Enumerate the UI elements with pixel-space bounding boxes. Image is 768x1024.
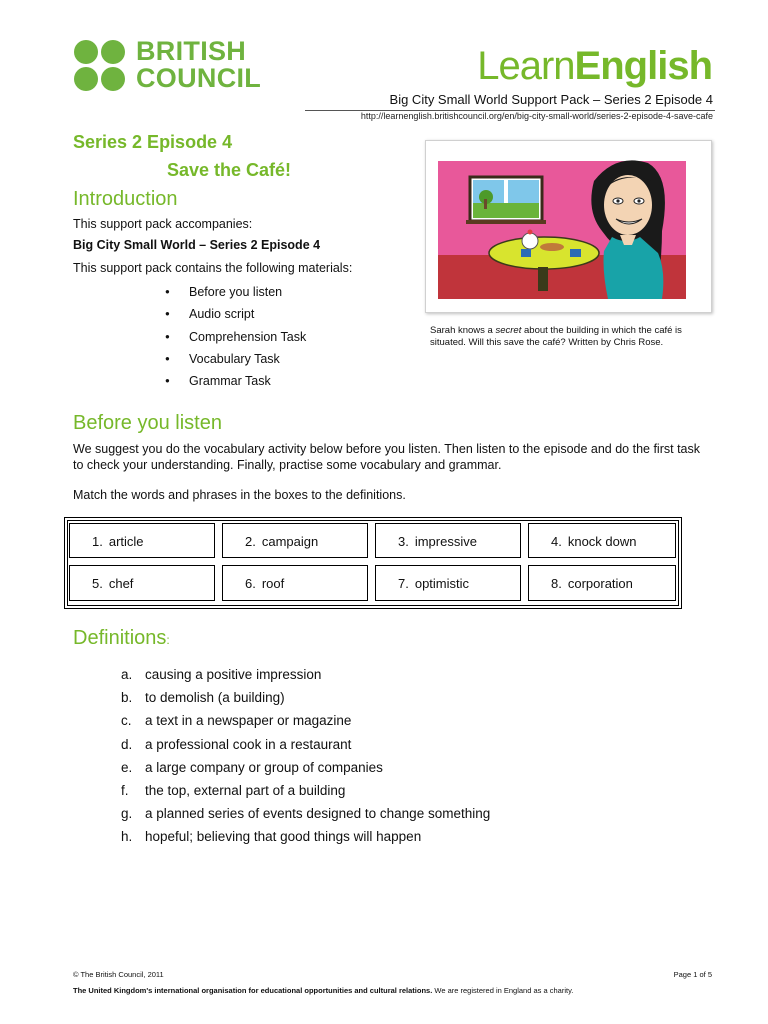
definitions-list [121, 663, 490, 849]
definition-letter: e. [121, 759, 133, 775]
list-item [121, 756, 490, 779]
footer-charity: We are registered in England as a charity. [432, 986, 574, 995]
definitions-heading-colon: : [166, 633, 170, 647]
vocab-number: 5. [92, 576, 103, 591]
list-item [121, 825, 490, 848]
definition-letter: c. [121, 713, 132, 729]
definition-text: a text in a newspaper or magazine [145, 713, 352, 729]
vocab-cell [222, 523, 368, 558]
vocab-number: 2. [245, 534, 256, 549]
header-url[interactable]: http://learnenglish.britishcouncil.org/en/big-city-small-world/series-2-episode-4-save-cafe [360, 111, 713, 121]
list-item: ● Grammar Task [165, 370, 306, 392]
vocab-word: knock down [567, 534, 637, 549]
intro-line-2: Big City Small World – Series 2 Episode 4 [73, 238, 321, 252]
intro-line-3: This support pack contains the following materials: [73, 261, 353, 275]
british-council-dots-icon [74, 40, 128, 92]
list-item: ● Comprehension Task [165, 326, 306, 348]
before-you-listen-heading: Before you listen [73, 412, 222, 434]
list-item: ● Audio script [165, 303, 306, 325]
vocabulary-table [64, 517, 682, 609]
header-title: Big City Small World Support Pack – Series 2 Episode 4 [389, 92, 713, 107]
caption-emphasis: secret [495, 325, 522, 336]
definitions-heading-text: Definitions [73, 627, 167, 649]
list-item [121, 802, 490, 825]
british-council-line-1: BRITISH [136, 36, 247, 66]
vocab-word: article [108, 534, 144, 549]
vocab-cell [375, 523, 521, 558]
list-item: ● Vocabulary Task [165, 348, 306, 370]
definition-text: to demolish (a building) [145, 690, 285, 706]
british-council-line-2: COUNCIL [136, 63, 262, 93]
definition-text: a planned series of events designed to change something [145, 806, 491, 822]
episode-title: Save the Café! [167, 160, 292, 180]
footer-organisation-bold: The United Kingdom's international organisation for educational opportunities and cultural relations. [73, 986, 433, 995]
vocab-cell [375, 565, 521, 601]
vocab-word: corporation [567, 576, 633, 591]
definitions-heading [73, 626, 170, 652]
learnenglish-logo [477, 44, 712, 88]
caption-text-end: about the building in which the café is situated. Will this save the café? Written by Chris Rose. [430, 325, 682, 348]
definition-text: a large company or group of companies [145, 759, 383, 775]
definition-text: the top, external part of a building [145, 783, 346, 799]
vocab-word: chef [108, 576, 134, 591]
vocab-word: roof [261, 576, 285, 591]
intro-line-1: This support pack accompanies: [73, 217, 253, 231]
definition-text: causing a positive impression [145, 667, 322, 682]
definition-text: a professional cook in a restaurant [145, 736, 352, 752]
definition-letter: g. [121, 806, 133, 822]
vocab-cell [69, 523, 215, 558]
vocab-cell [69, 565, 215, 601]
footer-copyright: © The British Council, 2011 [73, 970, 164, 979]
vocab-number: 6. [245, 576, 256, 591]
vocab-word: impressive [414, 534, 477, 549]
vocab-word: campaign [261, 534, 319, 549]
list-item [121, 733, 490, 756]
list-item [121, 779, 490, 802]
vocab-cell [528, 523, 676, 558]
caption-text-start: Sarah knows a [430, 325, 496, 336]
definition-letter: f. [121, 783, 129, 799]
vocab-cell [222, 565, 368, 601]
vocab-cell [528, 565, 676, 601]
vocab-word: optimistic [414, 576, 470, 591]
definition-letter: b. [121, 690, 133, 706]
before-listen-paragraph: We suggest you do the vocabulary activity below before you listen. Then listen to the episode and do the first task to check your understanding. Finally, practise some vocabulary and grammar. [73, 442, 700, 472]
definition-letter: a. [121, 667, 133, 682]
match-instruction: Match the words and phrases in the boxes to the definitions. [73, 488, 406, 502]
illustration-caption [430, 325, 712, 348]
introduction-heading: Introduction [73, 188, 178, 210]
vocab-number: 1. [92, 534, 103, 549]
list-item [121, 686, 490, 709]
british-council-logo [74, 36, 264, 94]
vocab-number: 4. [551, 534, 562, 549]
materials-list [165, 281, 306, 392]
definition-letter: d. [121, 736, 133, 752]
footer-organisation [73, 986, 573, 996]
list-item [121, 709, 490, 732]
vocab-number: 8. [551, 576, 562, 591]
series-heading: Series 2 Episode 4 [73, 132, 233, 152]
footer-page-number: Page 1 of 5 [673, 970, 712, 979]
cafe-scene-illustration [426, 141, 711, 312]
list-item [121, 663, 490, 686]
learnenglish-logo-learn: Learn [477, 44, 575, 88]
definition-letter: h. [121, 829, 133, 845]
episode-illustration [425, 140, 712, 313]
vocab-number: 7. [398, 576, 409, 591]
definition-text: hopeful; believing that good things will happen [145, 829, 422, 845]
list-item: ● Before you listen [165, 281, 306, 303]
vocab-number: 3. [398, 534, 409, 549]
learnenglish-logo-english: English [574, 44, 712, 88]
